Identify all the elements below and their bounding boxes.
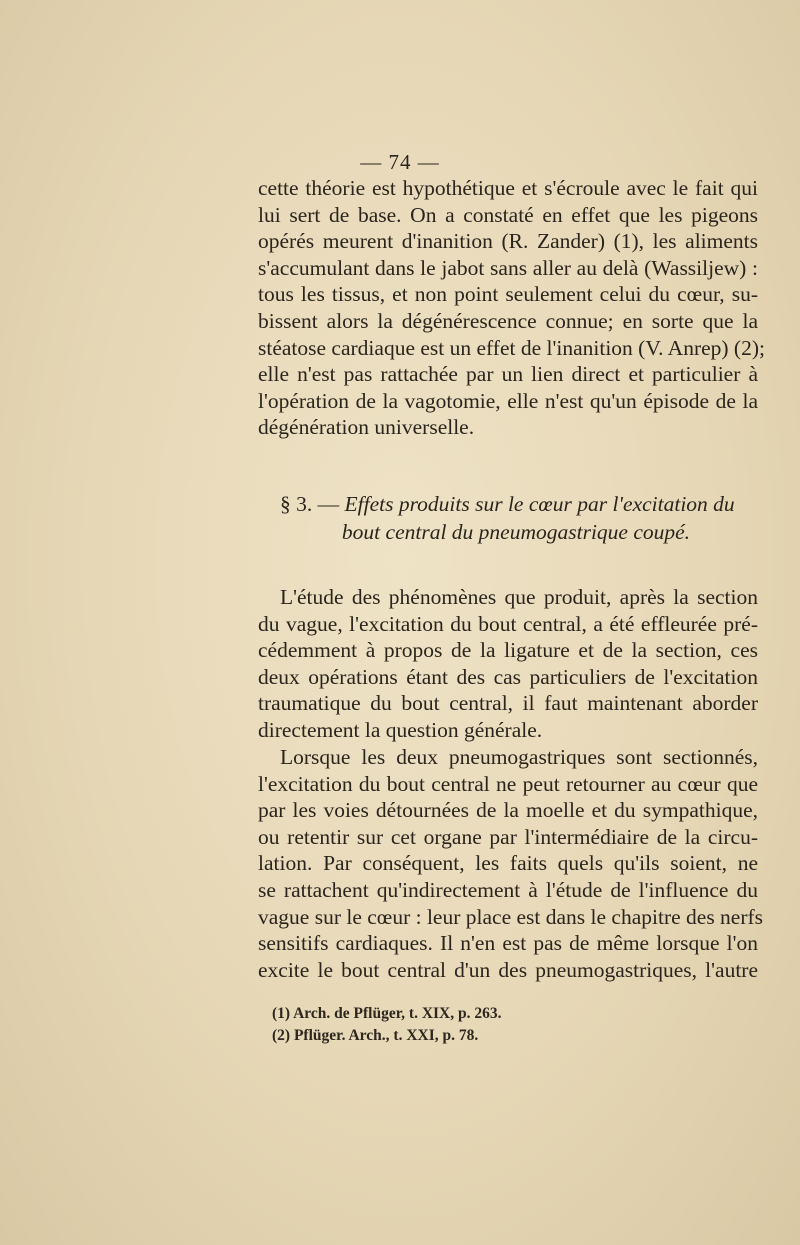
section-title-line-1: Effets produits sur le cœur par l'excitation du (344, 492, 735, 516)
footnotes (272, 1003, 742, 1047)
page-number: — 74 — (360, 150, 440, 174)
section-title-line-2: bout central du pneumogastrique coupé. (341, 520, 691, 544)
text-line: lation. Par conséquent, les faits quels qu'ils soient, ne (258, 851, 758, 876)
text-line: lui sert de base. On a constaté en effet que les pigeons (258, 202, 758, 227)
text-line: elle n'est pas rattachée par un lien direct et particulier à (258, 362, 758, 387)
footnote-1: (1) Arch. de Pflüger, t. XIX, p. 263. (272, 1005, 502, 1022)
text-line: l'excitation du bout central ne peut retourner au cœur que (258, 771, 758, 796)
paragraph-2 (258, 584, 758, 744)
text-line: du vague, l'excitation du bout central, a été effleurée pré- (258, 611, 758, 636)
paragraph-3 (258, 744, 764, 983)
text-line: tous les tissus, et non point seulement celui du cœur, su- (258, 282, 758, 307)
text-line: Lorsque les deux pneumogastriques sont sectionnés, (280, 745, 758, 769)
text-line: ou retentir sur cet organe par l'intermédiaire de la circu- (258, 824, 758, 849)
section-heading (258, 490, 758, 546)
text-line: L'étude des phénomènes que produit, après la section (280, 585, 758, 609)
text-line: l'opération de la vagotomie, elle n'est qu'un épisode de la (258, 388, 758, 413)
text-line: excite le bout central d'un des pneumogastriques, l'autre (258, 957, 758, 982)
text-line: sensitifs cardiaques. Il n'en est pas de même lorsque l'on (258, 931, 758, 956)
text-line: s'accumulant dans le jabot sans aller au delà (Wassiljew) : (258, 255, 758, 280)
text-line: bissent alors la dégénérescence connue; en sorte que la (258, 308, 758, 333)
text-line: opérés meurent d'inanition (R. Zander) (1), les aliments (258, 229, 758, 254)
text-line: vague sur le cœur : leur place est dans le chapitre des nerfs (258, 904, 764, 929)
text-line: stéatose cardiaque est un effet de l'inanition (V. Anrep) (2); (258, 335, 765, 360)
text-line: deux opérations étant des cas particuliers de l'excitation (258, 664, 758, 689)
section-heading-line-1 (258, 490, 758, 518)
text-line: traumatique du bout central, il faut maintenant aborder (258, 691, 758, 716)
text-line: cédemment à propos de la ligature et de la section, ces (258, 638, 758, 663)
text-line: dégénération universelle. (258, 415, 475, 440)
footnote-2: (2) Pflüger. Arch., t. XXI, p. 78. (272, 1027, 479, 1044)
text-line: par les voies détournées de la moelle et du sympathique, (258, 798, 758, 823)
text-line: se rattachent qu'indirectement à l'étude de l'influence du (258, 877, 758, 902)
section-number: § 3. — (280, 492, 340, 516)
text-line: directement la question générale. (258, 717, 543, 742)
text-line: cette théorie est hypothétique et s'écroule avec le fait qui (258, 176, 758, 200)
paragraph-1 (258, 175, 765, 441)
